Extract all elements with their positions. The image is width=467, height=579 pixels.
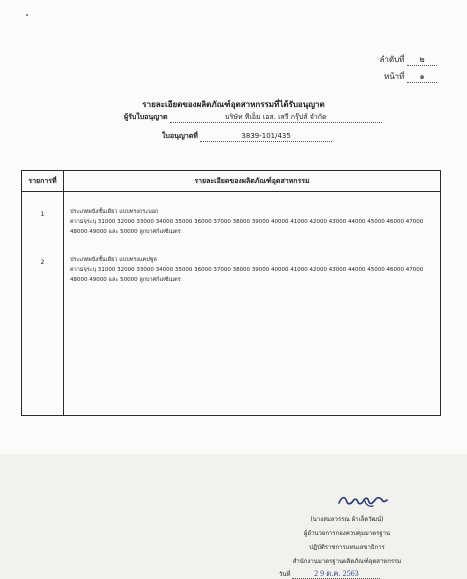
signer-name: (นางสมลวรรณ ผ้าเล็ดวัฒน์) xyxy=(310,516,384,523)
item-1-detail xyxy=(70,207,436,237)
item-2-number: 2 xyxy=(40,259,45,266)
license-number-value: 3839-101/435 xyxy=(200,132,332,142)
product-detail-table xyxy=(21,170,441,578)
table-header-product-detail: รายละเอียดของผลิตภัณฑ์อุตสาหกรรม xyxy=(194,177,310,185)
table-header-row xyxy=(22,171,440,192)
table-header-item-number: รายการที่ xyxy=(28,177,57,185)
table-column-divider xyxy=(63,171,64,415)
page-number-value: ๑ xyxy=(407,72,437,83)
licensee-label: ผู้รับใบอนุญาต xyxy=(124,113,168,121)
license-number-label: ใบอนุญาตที่ xyxy=(162,132,198,140)
signer-title-line-3: สำนักงานมาตรฐานผลิตภัณฑ์อุตสาหกรรม xyxy=(292,558,402,565)
document-title: รายละเอียดของผลิตภัณฑ์อุตสาหกรรมที่ได้รับอนุญาต xyxy=(142,100,325,109)
licensee-line xyxy=(124,113,382,123)
item-1-number: 1 xyxy=(40,211,45,218)
order-number-value: ๒ xyxy=(407,55,437,66)
signature-date-value: 2 9 ต.ค. 2563 xyxy=(292,569,380,579)
order-number-line xyxy=(380,55,438,66)
item-1-spec: ความจุระบุ 31000 32000 33000 34000 35000 36000 37000 38000 39000 40000 41000 42000 43000 44000 45000 46000 47000 48000 49000 และ 50000 ลูกบาศก์เดซิเมตร xyxy=(70,219,424,235)
handwritten-signature xyxy=(335,491,389,509)
licensee-value: บริษัท ทีเอ็ม เอส. เสรี กรุ๊ปส์ จำกัด xyxy=(170,113,382,123)
page-number-line xyxy=(384,72,437,83)
scan-dot-mark xyxy=(26,14,28,16)
item-1-name: ประเภทผนังชั้นเดียว แบบทรงกระบอก xyxy=(70,209,159,215)
item-2-detail xyxy=(70,255,436,285)
signature-date-label: วันที่ xyxy=(279,571,291,578)
item-2-spec: ความจุระบุ 31000 32000 33000 34000 35000 36000 37000 38000 39000 40000 41000 42000 43000 44000 45000 46000 47000 48000 49000 และ 50000 ลูกบาศก์เดซิเมตร xyxy=(70,267,424,283)
item-2-name: ประเภทผนังชั้นเดียว แบบทรงแคปซูล xyxy=(70,257,157,263)
page-number-label: หน้าที่ xyxy=(383,72,405,81)
signer-title-line-1: ผู้อำนวยการกองควบคุมมาตรฐาน xyxy=(303,530,391,537)
order-number-label: ลำดับที่ xyxy=(379,55,405,64)
signer-title-line-2: ปฏิบัติราชการแทนเลขาธิการ xyxy=(309,544,385,551)
license-number-line xyxy=(162,132,332,142)
signature-date-line xyxy=(279,569,415,579)
